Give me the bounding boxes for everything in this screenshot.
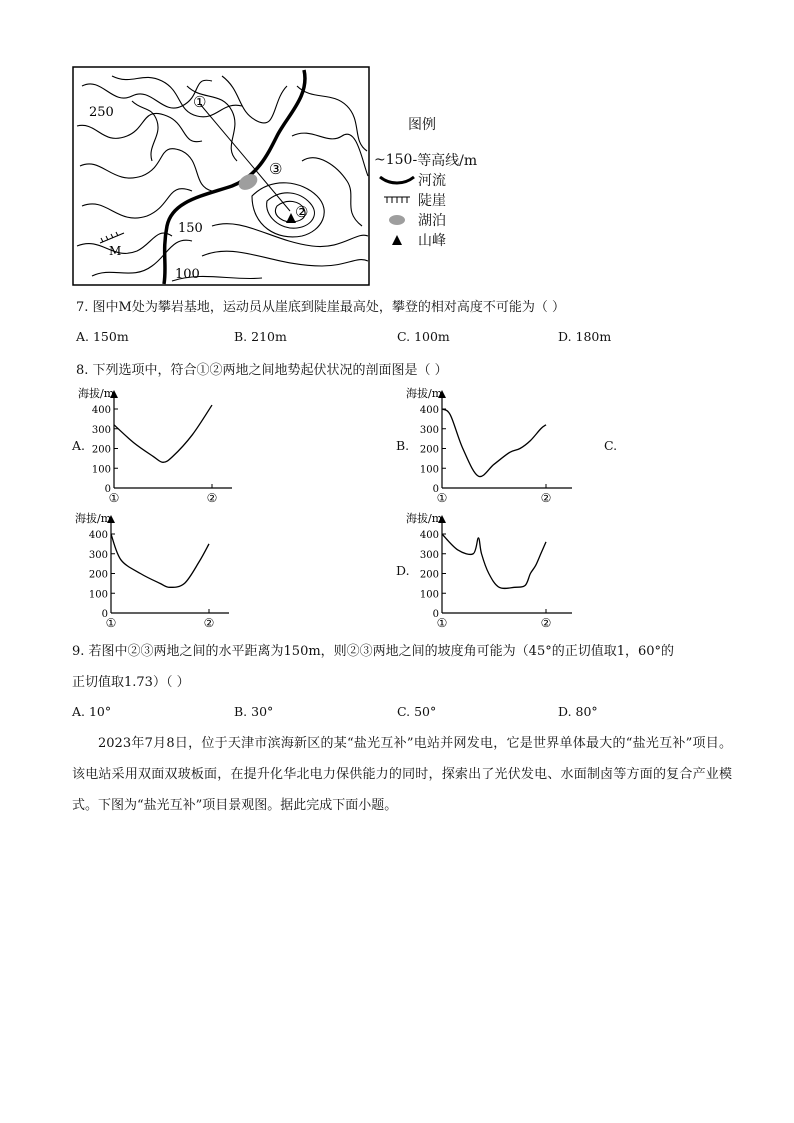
y-tick-label: 200 [419,444,439,456]
contour-legend-value: ~150- [374,152,418,168]
y-tick-label: 0 [104,484,111,495]
profile-curve [442,534,546,588]
q9-option-c[interactable]: C. 50° [397,704,437,719]
x-tick-label: ② [203,616,215,630]
q9-option-b[interactable]: B. 30° [234,704,274,719]
y-tick-label: 0 [432,609,439,620]
q8-option-a-label[interactable]: A. [72,438,86,453]
legend-peak [378,230,446,250]
lake-legend-label: 湖泊 [418,213,446,229]
contour-label-150: 150 [178,221,203,236]
y-tick-label: 300 [88,549,108,561]
x-tick-label: ① [108,491,120,505]
y-tick-label: 0 [101,609,108,620]
contour-label-100: 100 [175,267,200,282]
profile-curve [114,405,212,462]
river-legend-label: 河流 [418,173,446,189]
q7-option-b[interactable]: B. 210m [234,329,287,344]
peak-legend-label: 山峰 [418,233,446,249]
point-3-label: ③ [269,160,283,178]
y-tick-label: 100 [91,464,111,476]
q9-option-d[interactable]: D. 80° [558,704,598,719]
q7-option-a[interactable]: A. 150m [76,329,129,344]
y-tick-label: 0 [432,484,439,495]
y-axis-label: 海拔/m [406,387,443,400]
passage-text [72,728,732,821]
x-tick-label: ① [105,616,117,630]
question-9-line-1: 9. 若图中②③两地之间的水平距离为150m，则②③两地之间的坡度角可能为（45°的正切值取1，60°的 [72,644,675,659]
q7-option-c[interactable]: C. 100m [397,329,450,344]
profile-curve [111,534,209,587]
y-tick-label: 200 [88,569,108,581]
x-tick-label: ① [436,616,448,630]
q8-option-c-label[interactable]: C. [604,438,618,453]
profile-chart-c [75,509,235,631]
question-9-line-2: 正切值取1.73）（ ） [72,675,190,690]
x-tick-label: ② [540,491,552,505]
y-axis-label: 海拔/m [75,512,112,525]
point-m-label: M [109,244,122,258]
legend-title: 图例 [408,117,436,133]
y-tick-label: 300 [91,424,111,436]
y-tick-label: 300 [419,549,439,561]
q9-option-a[interactable]: A. 10° [72,704,112,719]
legend-lake [378,210,446,230]
topographic-map [72,66,370,286]
legend-river [378,170,446,190]
point-2-label: ② [295,203,309,221]
profile-chart-b [406,384,586,506]
contour-legend-label: 等高线/m [417,153,478,169]
y-tick-label: 400 [419,405,439,416]
cliff-legend-icon [378,194,416,206]
lake-legend-icon [378,214,416,226]
x-tick-label: ② [206,491,218,505]
profile-chart-a [78,384,238,506]
y-tick-label: 200 [419,569,439,581]
profile-curve [442,409,546,477]
y-tick-label: 300 [419,424,439,436]
y-tick-label: 100 [419,589,439,601]
profile-chart-d [406,509,586,631]
y-tick-label: 200 [91,444,111,456]
point-1-label: ① [193,93,207,111]
q8-option-d-label[interactable]: D. [396,563,410,578]
y-tick-label: 400 [419,530,439,541]
cliff-legend-label: 陡崖 [418,193,446,209]
y-tick-label: 400 [91,405,111,416]
legend-contour [374,150,477,170]
y-tick-label: 100 [419,464,439,476]
y-axis-label: 海拔/m [78,387,115,400]
contour-label-250: 250 [89,105,114,120]
x-tick-label: ② [540,616,552,630]
passage-body: 2023年7月8日，位于天津市滨海新区的某“盐光互补”电站并网发电，它是世界单体最大的“盐光互补”项目。该电站采用双面双玻板面，在提升化华北电力保供能力的同时，探索出了光伏发电、水面制卤等方面的复合产业模式。下图为“盐光互补”项目景观图。据此完成下面小题。 [72,736,732,813]
y-axis-label: 海拔/m [406,512,443,525]
y-tick-label: 100 [88,589,108,601]
x-tick-label: ① [436,491,448,505]
river-legend-icon [378,173,416,187]
question-8: 8. 下列选项中，符合①②两地之间地势起伏状况的剖面图是（ ） [76,363,448,378]
question-7: 7. 图中M处为攀岩基地，运动员从崖底到陡崖最高处，攀登的相对高度不可能为（ ） [76,300,565,315]
peak-legend-icon [378,234,416,246]
y-tick-label: 400 [88,530,108,541]
q7-option-d[interactable]: D. 180m [558,329,612,344]
legend-cliff [378,190,446,210]
q8-option-b-label[interactable]: B. [396,438,410,453]
